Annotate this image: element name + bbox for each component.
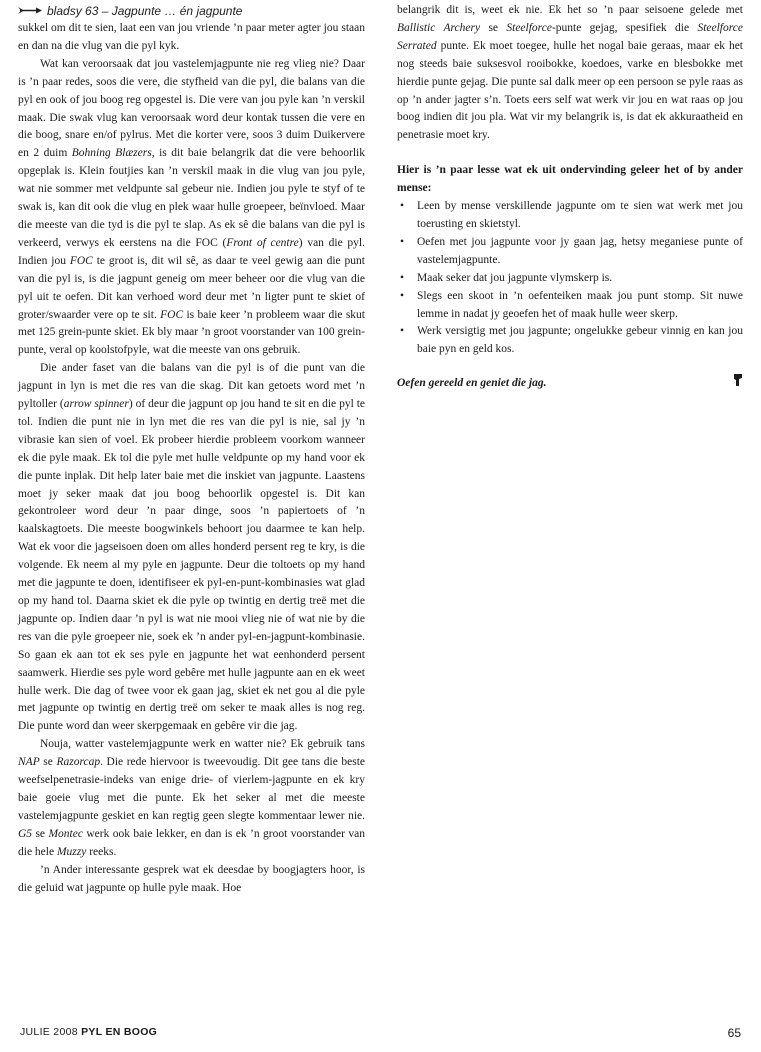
list-item: • Werk versigtig met jou jagpunte; ongelukke gebeur vinnig en kan jou baie pyn en geld kos. xyxy=(397,323,743,359)
running-header xyxy=(18,4,242,18)
paragraph: belangrik dit is, weet ek nie. Ek het so ’n paar seisoene gelede met Ballistic Archery se Steelforce-punte gejag, spesifiek die Steelforce Serrated punte. Ek moet toegee, hulle het nogal baie geraas, maar ek het nog steeds baie suksesvol rooibokke, koedoes, varke en blesbokke met hierdie punte gejag. Die punte sal dalk meer op een persoon se pyle raas as op ’n ander jagter s’n. Toets eers self wat werk vir jou en wat raas op jou boog indien dit jou pla. Wat vir my belangrik is, is dat ek akkuraatheid en penetrasie moet kry. xyxy=(397,4,743,142)
closing-line xyxy=(397,373,743,394)
list-item: • Slegs een skoot in ’n oefenteiken maak jou punt stomp. Sit nuwe lemme in nadat jy geoefen het of maak hulle weer skerp. xyxy=(397,288,743,324)
page-number: 65 xyxy=(727,1026,741,1040)
list-item: • Maak seker dat jou jagpunte vlymskerp is. xyxy=(397,270,743,288)
magazine-name: PYL EN BOOG xyxy=(81,1026,158,1038)
lessons-list xyxy=(397,198,743,359)
left-column xyxy=(18,20,365,897)
right-column xyxy=(397,2,743,394)
paragraph: sukkel om dit te sien, laat een van jou vriende ’n paar meter agter jou staan en dan na die vlug van die pyl kyk. xyxy=(18,22,365,52)
list-item: • Leen by mense verskillende jagpunte om te sien wat werk met jou toerusting en skietstyl. xyxy=(397,198,743,234)
paragraph: Die ander faset van die balans van die pyl is of die punt van die jagpunt in lyn is met die res van die skag. Dit kan getoets word met ’n pyltoller (arrow spinner) of deur die jagpunt op jou hand te sit en die pyl te tol. Indien die punt nie in lyn met die res van die pyl is nie, sal jy ’n vibrasie kan sien of voel. Ek probeer hierdie probleem voorkom wanneer ek die pyle maak. Ek tol die pyle met hulle veldpunte op my hand voor ek die punte inplak. Dit help later baie met die inskiet van jagpunte. Laastens moet jy seker maak dat jou boog behoorlik opgestel is. Dit kan gekontroleer word deur ’n paar dinge, soos ’n papiertoets of ’n kaalskagtoets. Die meeste boogwinkels behoort jou daarmee te kan help. Wat ek voor die jagseisoen doen om alles honderd persent reg te kry, is die volgende. Ek neem al my pyle en jagpunte. Deur die toltoets op my hand met die jagpunte te doen, identifiseer ek pyl-en-punt-kombinasies wat glad op my hand tol. Daarna skiet ek die pyle op twintig en dertig treë met die jagpunte op. Indien daar ’n pyl is wat nie mooi vlieg nie of wat nie by die res van die pyle groepeer nie, soek ek ’n ander pyl-en-jagpunt-kombinasie. So gaan ek aan tot ek ses pyle en jagpunte het wat eenhonderd persent saamwerk. Hierdie ses pyle word gebêre met hulle jagpunte aan en ek weet hulle werk. Die dag of twee voor ek gaan jag, skiet ek net gou al die pyle met jagpunte op twintig en dertig treë om seker te maak alles is nog reg. Die punte word dan weer skerpgemaak en gebêre vir die jag. xyxy=(18,362,366,733)
arrow-icon xyxy=(18,4,42,18)
header-text: bladsy 63 – Jagpunte … én jagpunte xyxy=(47,4,243,18)
footer-issue: JULIE 2008 PYL EN BOOG xyxy=(20,1026,158,1038)
paragraph: ’n Ander interessante gesprek wat ek deesdae by boogjagters hoor, is die geluid wat jagpunte op hulle pyle maak. Hoe xyxy=(18,863,365,894)
paragraph: Wat kan veroorsaak dat jou vastelemjagpunte nie reg vlieg nie? Daar is ’n paar redes, soos die vere, die styfheid van die pyl, die balans van die pyl en ook of jou boog reg opgestel is. Die vere van jou pyle kan ’n verskil maak. Die swak vlug kan veroorsaak word deur kontak tussen die vere en die boog, snare en/of pylrus. Met die korter vere, soos 3 duim Duikervere en 2 duim Bohning Blæzers, is dit baie belangrik dat die vere behoorlik opgeplak is. Klein foutjies kan ’n verskil maak in die vlug van jou pyle, wat nie sommer met veldpunte sal gebeur nie. Indien jou pyle te styf of te swak is, kan dit ook die vlug en plek waar hulle groepeer, beïnvloed. Maar die meeste van die tyd is die pyl te slap. As ek sê die balans van die pyl is verkeerd, verwys ek eerstens na die FOC (Front of centre) van die pyl. Indien jou FOC te groot is, dit wil sê, as daar te veel gewig aan die punt van die pyl is, is die jagpunt geneig om meer beheer oor die vlug van die pyl uit te oefen. Dit kan verhoed word deur met ’n ligter punt te skiet of groter/swaarder vere op te sit. FOC is baie keer ’n probleem waar die skut met 125 grein-punte skiet. Ek bly maar ’n groot voorstander van 100 grein-punte, veral op koolstofpyle, wat die meeste van ons gebruik. xyxy=(18,57,366,357)
list-item: • Oefen met jou jagpunte voor jy gaan jag, hetsy meganiese punte of vastelemjagpunte. xyxy=(397,234,743,270)
end-mark-icon xyxy=(733,373,743,394)
paragraph: Nouja, watter vastelemjagpunte werk en watter nie? Ek gebruik tans NAP se Razorcap. Die rede hiervoor is tweevoudig. Dit gee tans die beste weefselpenetrasie-indeks van enige drie- of vierlem-jagpunte en ek kry baie goeie vlug met die punte. Ek het seker al met die meeste vastelemjagpunte geskiet en kan regtig geen slegte kommentaar lewer nie. G5 se Montec werk ook baie lekker, en dan is ek ’n groot voorstander van die hele Muzzy reeks. xyxy=(18,738,365,858)
lessons-heading: Hier is ’n paar lesse wat ek uit ondervinding geleer het of by ander mense: xyxy=(397,164,743,195)
closing-text: Oefen gereeld en geniet die jag. xyxy=(397,376,547,389)
